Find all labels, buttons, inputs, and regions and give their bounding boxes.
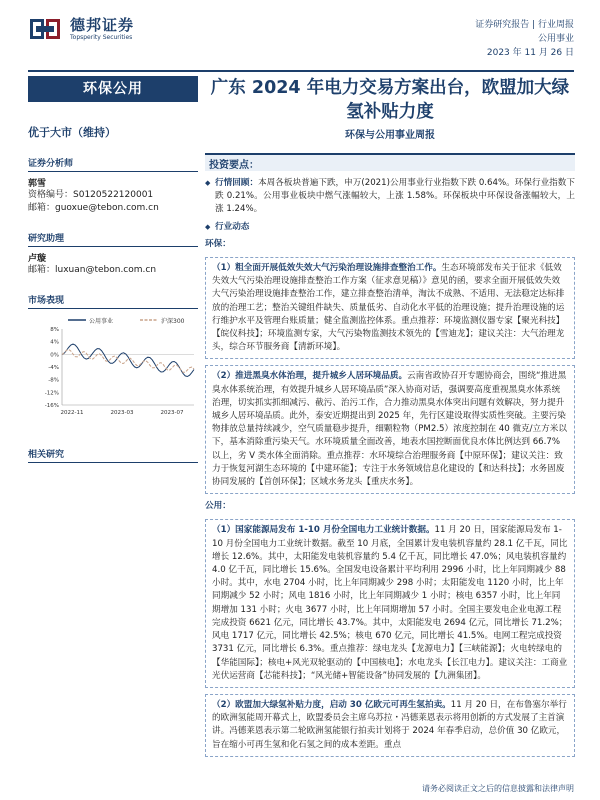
y-tick-label: 4% bbox=[50, 339, 59, 346]
logo-mark-icon bbox=[28, 16, 64, 42]
analyst-name: 郭雪 bbox=[28, 179, 47, 189]
logo-text-en: Topsperity Securities bbox=[70, 33, 133, 41]
news-item-3-body: 11 月 20 日，国家能源局发布 1-10 月份全国电力工业统计数据。截至 10 月底，全国累计发电装机容量约 28.1 亿千瓦，同比增长 12.6%。其中，太阳能发电装机容量约 5.4 亿千瓦，同比增长 47.0%；风电装机容量约 4.0 亿千瓦，同比增长 15.6%。全国发电设备累计平均利用 2996 小时，比上年同期减少 88 小时。其中，水电 2704 小时，比上年同期减少 298 小时；太阳能发电 1120 小时，比上年同期减少 52 小时；风电 1816 小时，比上年同期减少 1 小时；核电 6357 小时，比上年同期增加 131 小时；火电 3677 小时，比上年同期增加 57 小时。全国主要发电企业电源工程完成投资 6621 亿元，同比增长 43.7%。其中，太阳能发电 2694 亿元，同比增长 71.2%；风电 1717 亿元，同比增长 42.5%；核电 670 亿元，同比增长 41.5%。电网工程完成投资 3731 亿元，同比增长 6.3%。重点推荐：绿电龙头【龙源电力】【三峡能源】；火电转绿电的【华能国际】；核电+风光双轮驱动的【中国核电】；水电龙头【长江电力】。建议关注：工商业光伏运营商【芯能科技】；“风光储+智能设备”协同发展的【九洲集团】。 bbox=[212, 525, 568, 681]
related-research-title: 相关研究 bbox=[28, 447, 198, 463]
industry-label: 行业动态 bbox=[215, 221, 250, 232]
market-review bbox=[205, 177, 575, 217]
assistant-email[interactable]: 邮箱：luxuan@tebon.com.cn bbox=[28, 265, 157, 275]
y-tick-label: -4% bbox=[48, 365, 59, 371]
market-chart bbox=[28, 313, 198, 423]
report-type: 证券研究报告 | 行业周报 bbox=[475, 20, 574, 30]
news-item-2 bbox=[205, 365, 575, 494]
y-tick-label: -12% bbox=[44, 390, 59, 397]
y-tick-label: -16% bbox=[44, 403, 59, 409]
sector-tag: 公用事业 bbox=[537, 34, 574, 44]
report-body bbox=[205, 177, 575, 757]
left-sidebar bbox=[28, 76, 198, 463]
main-content bbox=[205, 76, 575, 763]
series-line-utility bbox=[62, 344, 194, 376]
analyst-cert: 资格编号：S0120522120001 bbox=[28, 190, 154, 200]
x-tick-label: 2023-07 bbox=[160, 410, 184, 416]
assistant-name: 卢璇 bbox=[28, 254, 47, 264]
y-tick-label: -8% bbox=[48, 377, 59, 384]
market-review-label: 行情回顾： bbox=[215, 178, 259, 188]
news-item-4-title: （2）欧盟加大绿氢补贴力度，启动 30 亿欧元可再生氢拍卖。 bbox=[212, 699, 451, 710]
legend-label: 公用事业 bbox=[89, 318, 114, 325]
legend-label: 沪深300 bbox=[161, 318, 185, 325]
assistant-section-title: 研究助理 bbox=[28, 231, 198, 247]
utility-heading bbox=[205, 500, 575, 513]
market-review-text: 本周各板块普遍下跌，申万(2021)公用事业行业指数下跌 0.64%。环保行业指数下跌 0.21%。公用事业板块中燃气涨幅较大，上涨 1.58%。环保板块中环保设备涨幅较大，上涨 1.24%。 bbox=[215, 178, 575, 215]
news-item-2-body: 云南省政协召开专题协商会，围绕“推进黑臭水体系统治理，有效提升城乡人居环境品质”深入协商对话，强调要高度重视黑臭水体系统治理，切实抓实抓细减污、截污、治污工作，合力推动黑臭水体突出问题有效解决，努力提升城乡人居环境品质。此外，泰安近期提出到 2025 年，先行区建设取得实质性突破。主要污染物排放总量持续减少，空气质量稳步提升，细颗粒物（PM2.5）浓度控制在 40 微克/立方米以下，基本消除重污染天气。水环境质量全面改善，地表水国控断面优良水体比例达到 66.7%以上，劣 V 类水体全面消除。重点推荐：水环境综合治理服务商【中原环保】；建议关注：致力于恢复河湖生态环境的【中建环能】；专注于水务领域信息化建设的【和达科技】；水务固废协同发展的【首创环保】；区域水务龙头【重庆水务】。 bbox=[212, 371, 567, 488]
y-tick-label: 8% bbox=[50, 327, 59, 333]
y-tick-label: 0% bbox=[50, 352, 59, 359]
key-points-bar bbox=[205, 153, 575, 171]
report-meta bbox=[475, 18, 574, 60]
header-divider bbox=[28, 70, 574, 72]
analyst-section-title: 证券分析师 bbox=[28, 156, 198, 172]
footer-disclaimer: 请务必阅读正文之后的信息披露和法律声明 bbox=[422, 784, 574, 793]
market-section-title: 市场表现 bbox=[28, 293, 198, 309]
utility-label: 公用： bbox=[205, 501, 231, 512]
x-tick-label: 2023-03 bbox=[110, 410, 134, 416]
sector-banner: 环保公用 bbox=[28, 76, 198, 102]
news-item-3-title: （1）国家能源局发布 1-10 月份全国电力工业统计数据。 bbox=[212, 525, 435, 536]
x-tick-label: 2022-11 bbox=[60, 410, 84, 416]
industry-heading bbox=[205, 221, 575, 234]
news-item-4 bbox=[205, 694, 575, 757]
env-label: 环保： bbox=[205, 238, 231, 249]
logo-text-cn: 德邦证券 bbox=[70, 15, 135, 34]
company-logo bbox=[28, 16, 134, 42]
report-title: 广东 2024 年电力交易方案出台，欧盟加大绿氢补贴力度 bbox=[210, 78, 570, 122]
rating: 优于大市（维持） bbox=[28, 126, 116, 139]
news-item-1-title: （1）粗全面开展低效失效大气污染治理设施排查整治工作。 bbox=[212, 263, 442, 274]
news-item-1 bbox=[205, 257, 575, 359]
key-points-label: 投资要点： bbox=[209, 159, 259, 171]
analyst-email[interactable]: 邮箱：guoxue@tebon.com.cn bbox=[28, 203, 159, 213]
news-item-2-title: （2）推进黑臭水体治理，提升城乡人居环境品质。 bbox=[212, 371, 408, 382]
news-item-1-body: 生态环境部发布关于征求《低效失效大气污染治理设施排查整治工作方案（征求意见稿）》意见的函，要求全面开展低效失效大气污染治理设施排查整治工作，建立排查整治清单，淘汰不成熟、不适用、无法稳定达标排放的治理工艺；整治关键组件缺失、质量低劣、自动化水平低的治理设施；提升治理设施的运行维护水平及管理台账质量；健全监测监控体系。重点推荐：环境监测仪器专家【聚光科技】【皖仪科技】；环境监测专家，大气污染物监测技术领先的【雪迪龙】；建议关注：大气治理龙头，综合环节服务商【清新环境】。 bbox=[212, 263, 565, 353]
news-item-4-body: 11 月 20 日，在布鲁塞尔举行的欧洲氢能周开幕式上，欧盟委员会主席乌苏拉・冯德莱恩表示将用创新的方式发展了主首演讲。冯德莱恩表示第二轮欧洲氢能银行拍卖计划将于 2024 年春季启动，总价值 30 亿欧元，旨在缩小可再生氢和化石氢之间的成本差距。重点 bbox=[212, 699, 567, 750]
report-date: 2023 年 11 月 26 日 bbox=[486, 48, 574, 58]
report-subtitle: 环保与公用事业周报 bbox=[345, 130, 435, 141]
env-heading bbox=[205, 238, 575, 251]
news-item-3 bbox=[205, 519, 575, 687]
series-line-csi300 bbox=[62, 349, 194, 372]
